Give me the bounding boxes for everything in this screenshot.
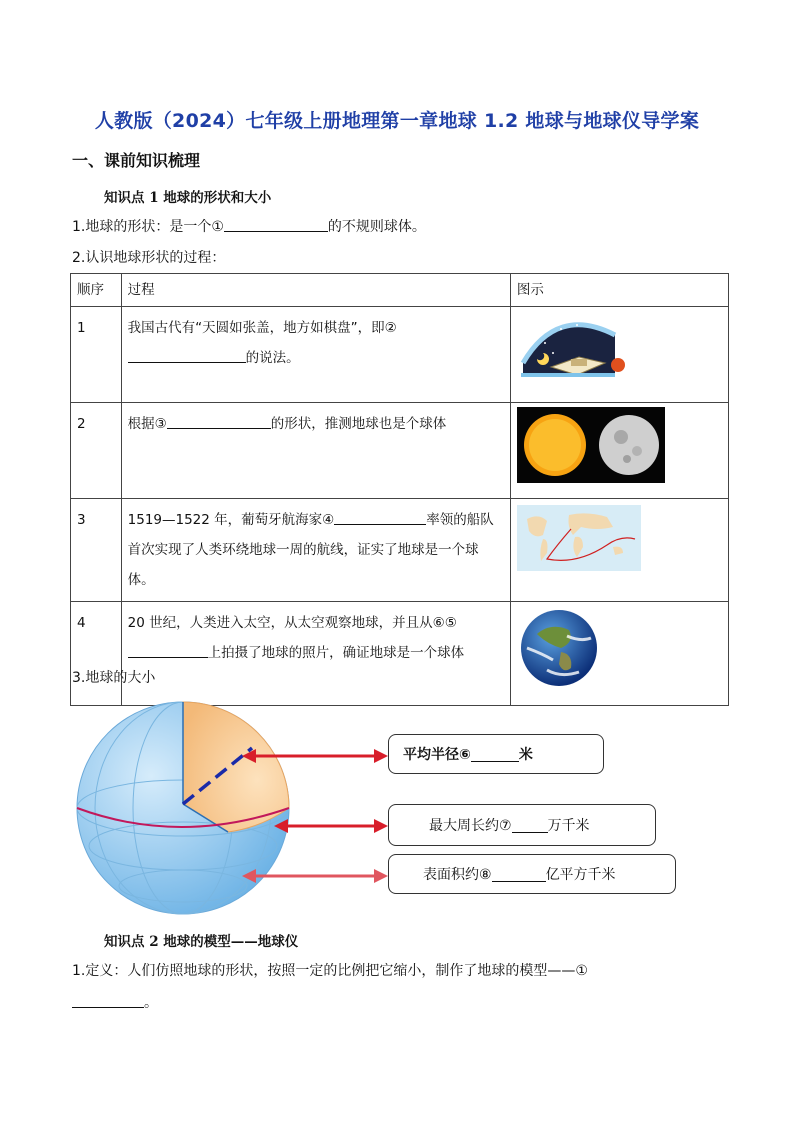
earth-shape-table (70, 273, 729, 706)
answer-blank[interactable] (128, 348, 246, 363)
answer-blank[interactable] (471, 747, 519, 762)
answer-blank[interactable] (72, 993, 144, 1008)
row-process: 20 世纪，人类进入太空，从太空观察地球，并且从⑥⑤上拍摄了地球的照片，确证地球是一个球体 (121, 602, 510, 706)
table-row (71, 499, 729, 602)
average-radius-box: 平均半径⑥ 米 (388, 734, 604, 774)
header-order: 顺序 (71, 274, 122, 307)
row-number: 1 (71, 307, 122, 403)
table-row (71, 403, 729, 499)
row-figure (510, 499, 728, 602)
answer-blank[interactable] (128, 643, 208, 658)
row-figure (510, 307, 728, 403)
max-circumference-box: 最大周长约⑦ 万千米 (388, 804, 656, 846)
world-voyage-map-image (517, 505, 641, 571)
row-figure (510, 602, 728, 706)
question-3: 3.地球的大小 (72, 670, 156, 686)
row-number: 4 (71, 602, 122, 706)
row-number: 2 (71, 403, 122, 499)
header-process: 过程 (121, 274, 510, 307)
row-process: 根据③ 的形状，推测地球也是个球体 (121, 403, 510, 499)
answer-blank[interactable] (512, 818, 548, 833)
knowledge-point-2: 知识点 2 地球的模型——地球仪 (104, 934, 299, 950)
answer-blank[interactable] (492, 867, 546, 882)
row-figure (510, 403, 728, 499)
row-process: 我国古代有“天圆如张盖，地方如棋盘”，即② 的说法。 (121, 307, 510, 403)
definition-line-2: 。 (72, 992, 158, 1012)
q1-text: 1.地球的形状：是一个① (72, 219, 224, 235)
sun-and-moon-image (517, 407, 665, 483)
q1-text-end: 的不规则球体。 (327, 219, 426, 235)
header-figure: 图示 (510, 274, 728, 307)
answer-blank[interactable] (334, 510, 426, 525)
ancient-sky-dome-image (517, 313, 629, 385)
table-header-row (71, 274, 729, 307)
question-2: 2.认识地球形状的过程： (72, 250, 226, 266)
row-number: 3 (71, 499, 122, 602)
document-title: 人教版（2024）七年级上册地理第一章地球 1.2 地球与地球仪导学案 (94, 110, 700, 132)
section-heading: 一、课前知识梳理 (72, 151, 201, 170)
earth-from-space-image (517, 608, 601, 688)
surface-area-box: 表面积约⑧ 亿平方千米 (388, 854, 676, 894)
row-process: 1519—1522 年，葡萄牙航海家④ 率领的船队首次实现了人类环绕地球一周的航线，证实了地球是一个球体。 (121, 499, 510, 602)
answer-blank[interactable] (224, 217, 328, 232)
answer-blank[interactable] (167, 414, 271, 429)
definition-line: 1.定义：人们仿照地球的形状，按照一定的比例把它缩小，制作了地球的模型——① (72, 963, 588, 979)
question-1 (72, 216, 426, 236)
table-row (71, 307, 729, 403)
table-row (71, 602, 729, 706)
knowledge-point-1: 知识点 1 地球的形状和大小 (104, 190, 272, 206)
globe-diagram (60, 696, 400, 928)
